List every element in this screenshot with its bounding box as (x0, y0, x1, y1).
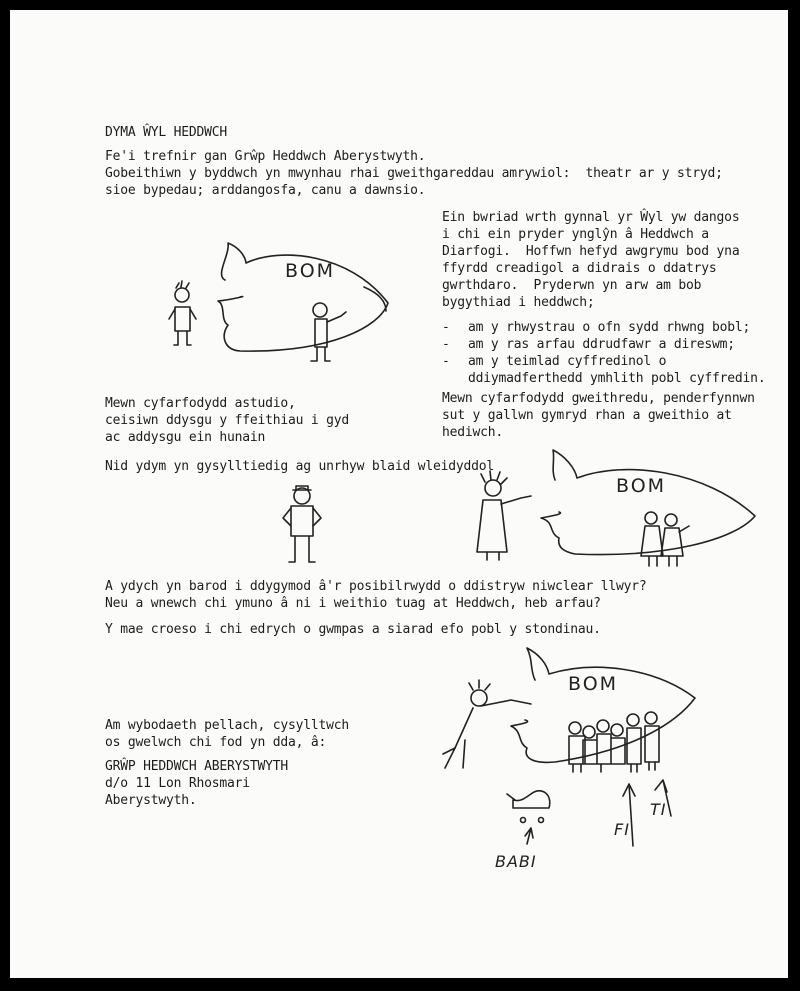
study-line: ceisiwn ddysgu y ffeithiau i gyd (105, 413, 350, 428)
aim-line: Ein bwriad wrth gynnal yr Ŵyl yw dangos (442, 210, 740, 225)
bomb-label: BOM (616, 475, 667, 497)
you-label: TI (650, 800, 667, 819)
list-bullet: - (442, 337, 450, 352)
intro-line: Fe'i trefnir gan Grŵp Heddwch Aberystwyth. (105, 149, 426, 164)
person-head (175, 288, 189, 302)
bomb-drawing-2 (265, 440, 765, 570)
study-line: ac addysgu ein hunain (105, 430, 266, 445)
list-item: am y teimlad cyffredinol o (468, 354, 667, 369)
leaflet-page (10, 10, 788, 978)
list-bullet: - (442, 320, 450, 335)
bomb-label: BOM (285, 260, 336, 282)
intro-line: sioe bypedau; arddangosfa, canu a dawnsio. (105, 183, 426, 198)
list-item: ddiymadferthedd ymhlith pobl cyffredin. (468, 371, 766, 386)
page-title: DYMA ŴYL HEDDWCH (105, 125, 228, 140)
aim-line: ffyrdd creadigol a didrais o ddatrys (442, 261, 717, 276)
address-line: GRŴP HEDDWCH ABERYSTWYTH (105, 759, 289, 774)
question-line: A ydych yn barod i ddygymod â'r posibilrwydd o ddistryw niwclear llwyr? (105, 579, 647, 594)
aim-line: Diarfogi. Hoffwn hefyd awgrymu bod yna (442, 244, 740, 259)
bomb-drawing-3 (415, 640, 715, 840)
aim-line: gwrthdaro. Pryderwn yn arw am bob (442, 278, 702, 293)
study-line: Mewn cyfarfodydd astudio, (105, 396, 296, 411)
non-party-statement: Nid ydym yn gysylltiedig ag unrhyw blaid wleidyddol (105, 459, 494, 474)
me-label: FI (614, 820, 630, 839)
welcome-line: Y mae croeso i chi edrych o gwmpas a siarad efo pobl y stondinau. (105, 622, 601, 637)
baby-label: BABI (495, 852, 537, 871)
aim-line: bygythiad i heddwch; (442, 295, 595, 310)
contact-line: os gwelwch chi fod yn dda, â: (105, 735, 327, 750)
bomb-nose (364, 287, 386, 311)
aim-line: i chi ein pryder ynglŷn â Heddwch a (442, 227, 709, 242)
intro-line: Gobeithiwn y byddwch yn mwynhau rhai gweithgareddau amrywiol: theatr ar y stryd; (105, 166, 723, 181)
list-bullet: - (442, 354, 450, 369)
work-line: Mewn cyfarfodydd gweithredu, penderfynnwn (442, 391, 755, 406)
address-line: Aberystwyth. (105, 793, 197, 808)
person-body (175, 307, 190, 331)
work-line: sut y gallwn gymryd rhan a gweithio at (442, 408, 732, 423)
bomb-drawing-1 (150, 225, 410, 365)
list-item: am y rhwystrau o ofn sydd rhwng bobl; (468, 320, 751, 335)
list-item: am y ras arfau ddrudfawr a direswm; (468, 337, 735, 352)
address-line: d/o 11 Lon Rhosmari (105, 776, 250, 791)
bomb-label: BOM (568, 673, 619, 695)
question-line: Neu a wnewch chi ymuno â ni i weithio tuag at Heddwch, heb arfau? (105, 596, 601, 611)
person-head (313, 303, 327, 317)
contact-line: Am wybodaeth pellach, cysylltwch (105, 718, 350, 733)
work-line: hediwch. (442, 425, 504, 440)
